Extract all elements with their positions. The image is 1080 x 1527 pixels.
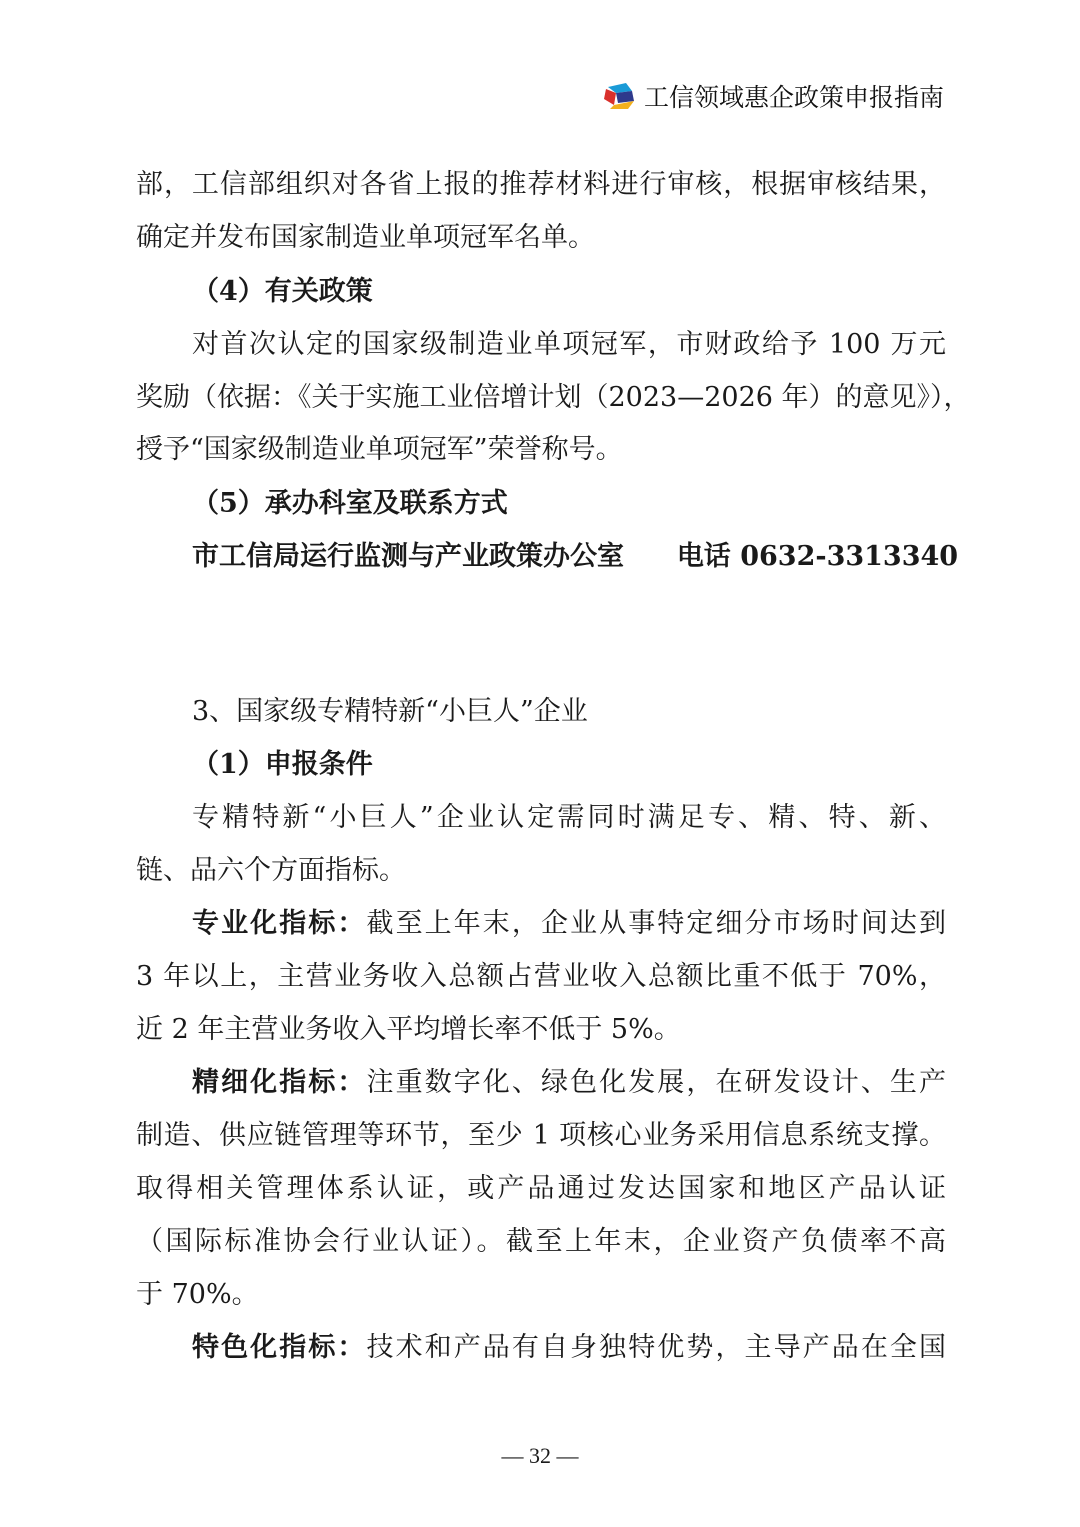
refinement-text: 注重数字化、绿色化发展，在研发设计、生产 bbox=[366, 1067, 947, 1098]
contact-office: 市工信局运行监测与产业政策办公室 bbox=[192, 541, 624, 572]
paragraph-line: 于 70%。 bbox=[136, 1279, 259, 1310]
paragraph-line: 近 2 年主营业务收入平均增长率不低于 5%。 bbox=[136, 1014, 681, 1045]
paragraph-line bbox=[192, 904, 946, 944]
refinement-label: 精细化指标： bbox=[192, 1067, 367, 1098]
specialization-label: 专业化指标： bbox=[192, 908, 367, 939]
tri-color-arrow-logo-icon bbox=[604, 81, 638, 111]
specialization-text: 截至上年末，企业从事特定细分市场时间达到 bbox=[366, 908, 947, 939]
paragraph-line: 链、品六个方面指标。 bbox=[136, 855, 406, 886]
paragraph-line: 专精特新“小巨人”企业认定需同时满足专、精、特、新、 bbox=[192, 802, 946, 833]
paragraph-line: 制造、供应链管理等环节，至少 1 项核心业务采用信息系统支撑。 bbox=[136, 1120, 946, 1151]
subheading-conditions: （1）申报条件 bbox=[192, 749, 373, 780]
subheading-policy: （4）有关政策 bbox=[192, 276, 373, 307]
section-title: 3、国家级专精特新“小巨人”企业 bbox=[192, 696, 588, 727]
paragraph-line: （国际标准协会行业认证）。截至上年末，企业资产负债率不高 bbox=[136, 1226, 946, 1257]
paragraph-line: 部，工信部组织对各省上报的推荐材料进行审核，根据审核结果， bbox=[136, 169, 946, 200]
paragraph-line: 对首次认定的国家级制造业单项冠军，市财政给予 100 万元 bbox=[192, 329, 946, 360]
page-header bbox=[604, 78, 944, 114]
page-number: — 32 — bbox=[501, 1443, 579, 1468]
paragraph-line bbox=[192, 1063, 946, 1103]
characteristic-text: 技术和产品有自身独特优势，主导产品在全国 bbox=[366, 1332, 947, 1363]
paragraph-line: 授予“国家级制造业单项冠军”荣誉称号。 bbox=[136, 434, 623, 465]
subheading-contact: （5）承办科室及联系方式 bbox=[192, 488, 508, 519]
characteristic-label: 特色化指标： bbox=[192, 1332, 367, 1363]
paragraph-line bbox=[192, 1328, 946, 1368]
paragraph-line: 确定并发布国家制造业单项冠军名单。 bbox=[136, 222, 595, 253]
paragraph-line: 奖励（依据：《关于实施工业倍增计划（2023—2026 年）的意见》）， bbox=[136, 382, 971, 413]
paragraph-line: 3 年以上，主营业务收入总额占营业收入总额比重不低于 70%， bbox=[136, 961, 946, 992]
contact-line bbox=[192, 537, 959, 577]
paragraph-line: 取得相关管理体系认证，或产品通过发达国家和地区产品认证 bbox=[136, 1173, 946, 1204]
header-title: 工信领域惠企政策申报指南 bbox=[643, 83, 944, 112]
contact-phone: 电话 0632-3313340 bbox=[676, 541, 959, 572]
